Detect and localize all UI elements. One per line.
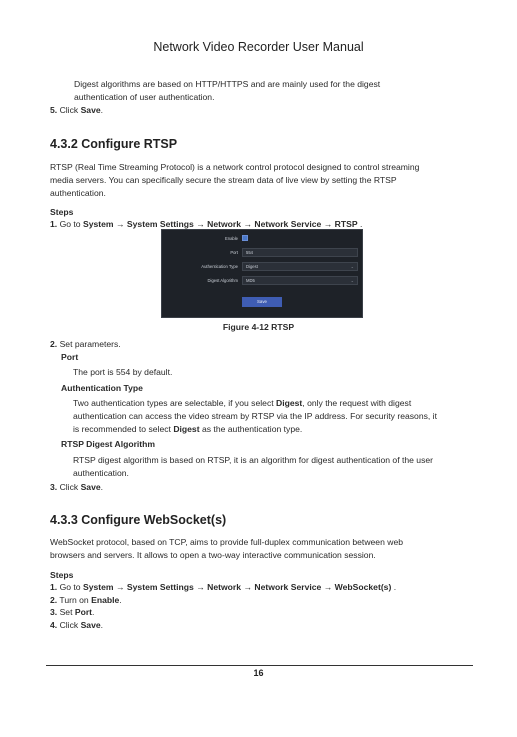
rtsp-settings-screenshot (161, 229, 363, 318)
intro-step-5 (50, 104, 103, 117)
digest-algo-row (162, 274, 362, 288)
step-number: 3. (50, 482, 58, 492)
digest-keyword: Digest (276, 398, 303, 408)
digest-algo-select[interactable] (242, 276, 358, 285)
algo-heading: RTSP Digest Algorithm (61, 439, 156, 449)
digest-algo-value: MD5 (246, 278, 255, 283)
websocket-desc-2: browsers and servers. It allows to open a two-way interactive communication session. (50, 550, 376, 560)
menu-path: System → System Settings → Network → Network Service → RTSP (82, 219, 358, 229)
save-keyword: Save (80, 105, 101, 115)
step-number: 1. (50, 219, 58, 229)
step-number: 3. (50, 607, 58, 617)
digest-keyword: Digest (173, 424, 200, 434)
algo-line-1: RTSP digest algorithm is based on RTSP, it is an algorithm for digest authentication of the user (73, 455, 434, 465)
step-text: Click (59, 105, 81, 115)
websocket-step-3 (50, 606, 94, 619)
save-button[interactable]: Save (242, 297, 282, 307)
step-number: 4. (50, 620, 58, 630)
rtsp-desc-2: media servers. You can specifically secure the stream data of live view by setting the RTSP (50, 175, 397, 185)
step-text: Turn on (59, 595, 92, 605)
auth-type-select[interactable] (242, 262, 358, 271)
websocket-step-4 (50, 619, 103, 632)
rtsp-step-2 (50, 338, 121, 351)
footer-divider (46, 665, 473, 666)
chevron-down-icon: ⌄ (350, 264, 354, 269)
save-keyword: Save (80, 620, 101, 630)
auth-text: , only the request with digest (302, 398, 412, 408)
auth-text: is recommended to select (73, 424, 174, 434)
port-heading: Port (61, 352, 79, 362)
enable-keyword: Enable (91, 595, 120, 605)
websocket-desc-1: WebSocket protocol, based on TCP, aims to provide full-duplex communication between web (50, 537, 404, 547)
rtsp-desc-1: RTSP (Real Time Streaming Protocol) is a network control protocol designed to control streaming (50, 162, 420, 172)
websocket-steps-label: Steps (50, 570, 74, 580)
step-suffix: . (92, 607, 95, 617)
save-keyword: Save (80, 482, 101, 492)
step-suffix: . (119, 595, 122, 605)
step-text: Set parameters. (59, 339, 121, 349)
step-number: 2. (50, 339, 58, 349)
auth-type-label: Authentication Type (201, 264, 238, 269)
rtsp-step-3 (50, 481, 103, 494)
auth-type-row (162, 260, 362, 274)
step-text: Go to (59, 582, 83, 592)
algo-line-2: authentication. (73, 468, 129, 478)
step-number: 2. (50, 595, 58, 605)
rtsp-heading: 4.3.2 Configure RTSP (50, 137, 178, 151)
enable-checkbox[interactable] (242, 235, 248, 241)
auth-type-value: Digest (246, 264, 258, 269)
step-text: Go to (59, 219, 83, 229)
auth-heading: Authentication Type (61, 383, 143, 393)
auth-text: Two authentication types are selectable, if you select (73, 398, 277, 408)
step-number: 5. (50, 105, 58, 115)
page-number: 16 (253, 668, 264, 678)
auth-line-3 (73, 423, 302, 436)
auth-text: as the authentication type. (199, 424, 303, 434)
websocket-heading: 4.3.3 Configure WebSocket(s) (50, 513, 227, 527)
step-suffix: . (357, 219, 363, 229)
step-suffix: . (100, 105, 104, 115)
enable-row (162, 232, 362, 246)
figure-caption: Figure 4-12 RTSP (222, 322, 295, 332)
intro-line-1: Digest algorithms are based on HTTP/HTTPS and are mainly used for the digest (74, 79, 381, 89)
step-text: Set (59, 607, 75, 617)
rtsp-steps-label: Steps (50, 207, 74, 217)
step-suffix: . (100, 620, 104, 630)
port-field[interactable]: 554 (242, 248, 358, 257)
enable-label: Enable (224, 236, 238, 241)
step-text: Click (59, 620, 81, 630)
step-text: Click (59, 482, 81, 492)
port-keyword: Port (74, 607, 93, 617)
auth-line-2: authentication can access the video stream by RTSP via the IP address. For security reasons, it (73, 411, 437, 421)
port-text: The port is 554 by default. (73, 367, 173, 377)
page-header: Network Video Recorder User Manual (153, 40, 364, 54)
port-row (162, 246, 362, 260)
step-suffix: . (391, 582, 397, 592)
rtsp-desc-3: authentication. (50, 188, 106, 198)
menu-path: System → System Settings → Network → Network Service → WebSocket(s) (82, 582, 392, 592)
auth-line-1 (73, 397, 411, 410)
port-label: Port (230, 250, 238, 255)
websocket-step-1 (50, 581, 396, 594)
step-suffix: . (100, 482, 104, 492)
digest-algo-label: Digest Algorithm (207, 278, 238, 283)
step-number: 1. (50, 582, 58, 592)
chevron-down-icon: ⌄ (350, 278, 354, 283)
intro-line-2: authentication of user authentication. (74, 92, 215, 102)
